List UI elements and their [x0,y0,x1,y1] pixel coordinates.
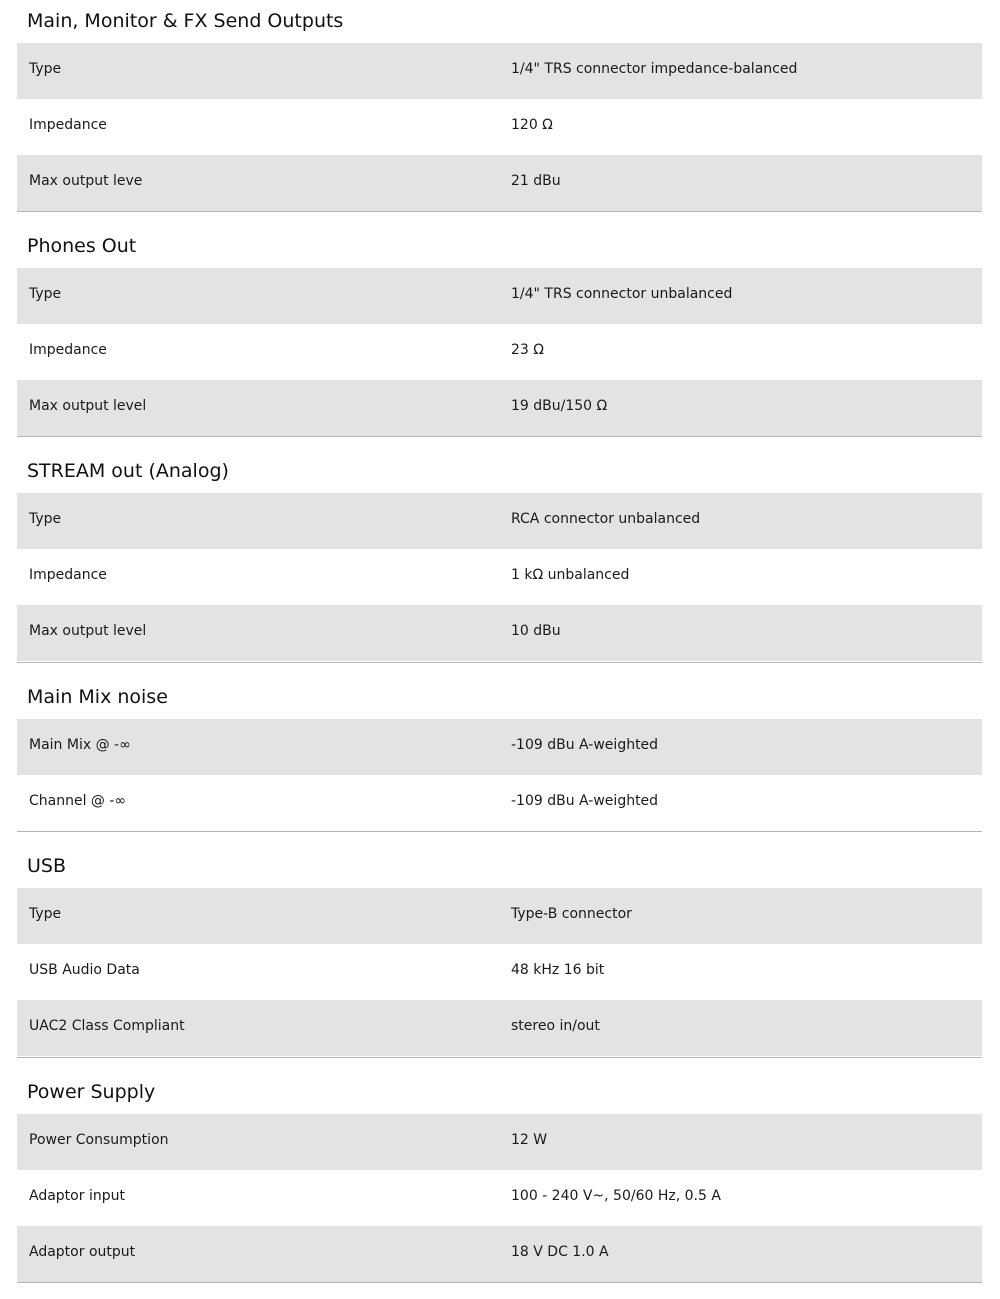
spec-row [17,1000,982,1056]
section-divider [17,1282,982,1283]
spec-value: 23 Ω [511,342,544,358]
spec-label: Max output leve [29,173,143,189]
spec-value: -109 dBu A-weighted [511,793,659,809]
spec-row [17,605,982,661]
spec-row [17,775,982,831]
spec-label: UAC2 Class Compliant [29,1018,185,1034]
spec-value: 48 kHz 16 bit [511,962,605,978]
spec-value: stereo in/out [511,1018,600,1034]
spec-value: 120 Ω [511,117,553,133]
spec-label: Type [29,61,62,77]
section-title: Power Supply [27,1081,156,1103]
spec-label: Max output level [29,623,147,639]
spec-row [17,944,982,1000]
spec-value: 1 kΩ unbalanced [511,567,630,583]
spec-row [17,1170,982,1226]
spec-value: 1/4" TRS connector unbalanced [511,286,733,302]
spec-label: Impedance [29,117,107,133]
spec-row [17,155,982,211]
section-divider [17,1057,982,1058]
spec-row [17,99,982,155]
section-title: USB [27,855,67,877]
section-divider [17,436,982,437]
spec-label: Impedance [29,342,107,358]
spec-value: Type-B connector [511,906,632,922]
spec-table [17,493,982,661]
spec-value: -109 dBu A-weighted [511,737,659,753]
spec-row [17,888,982,944]
spec-row [17,493,982,549]
spec-value: 10 dBu [511,623,561,639]
section-title: Main Mix noise [27,686,168,708]
spec-row [17,380,982,436]
spec-row [17,268,982,324]
section-divider [17,831,982,832]
spec-table [17,888,982,1056]
spec-value: 12 W [511,1132,548,1148]
section-divider [17,662,982,663]
spec-label: Type [29,286,62,302]
spec-label: Type [29,511,62,527]
spec-row [17,1226,982,1282]
spec-label: Main Mix @ -∞ [29,737,131,753]
spec-value: 18 V DC 1.0 A [511,1244,609,1260]
spec-label: Impedance [29,567,107,583]
spec-label: Adaptor output [29,1244,136,1260]
spec-value: 1/4" TRS connector impedance-balanced [511,61,798,77]
spec-table [17,1114,982,1282]
spec-table [17,719,982,831]
spec-row [17,324,982,380]
section-title: Phones Out [27,235,137,257]
spec-value: 21 dBu [511,173,561,189]
spec-label: Type [29,906,62,922]
spec-value: 100 - 240 V~, 50/60 Hz, 0.5 A [511,1188,721,1204]
spec-value: 19 dBu/150 Ω [511,398,608,414]
section-title: STREAM out (Analog) [27,460,229,482]
spec-label: Max output level [29,398,147,414]
spec-value: RCA connector unbalanced [511,511,701,527]
spec-row [17,719,982,775]
spec-table [17,43,982,211]
section-divider [17,211,982,212]
spec-label: Channel @ -∞ [29,793,127,809]
section-title: Main, Monitor & FX Send Outputs [27,10,344,32]
spec-row [17,43,982,99]
spec-table [17,268,982,436]
spec-label: Adaptor input [29,1188,125,1204]
spec-row [17,549,982,605]
spec-label: Power Consumption [29,1132,169,1148]
spec-label: USB Audio Data [29,962,140,978]
spec-row [17,1114,982,1170]
